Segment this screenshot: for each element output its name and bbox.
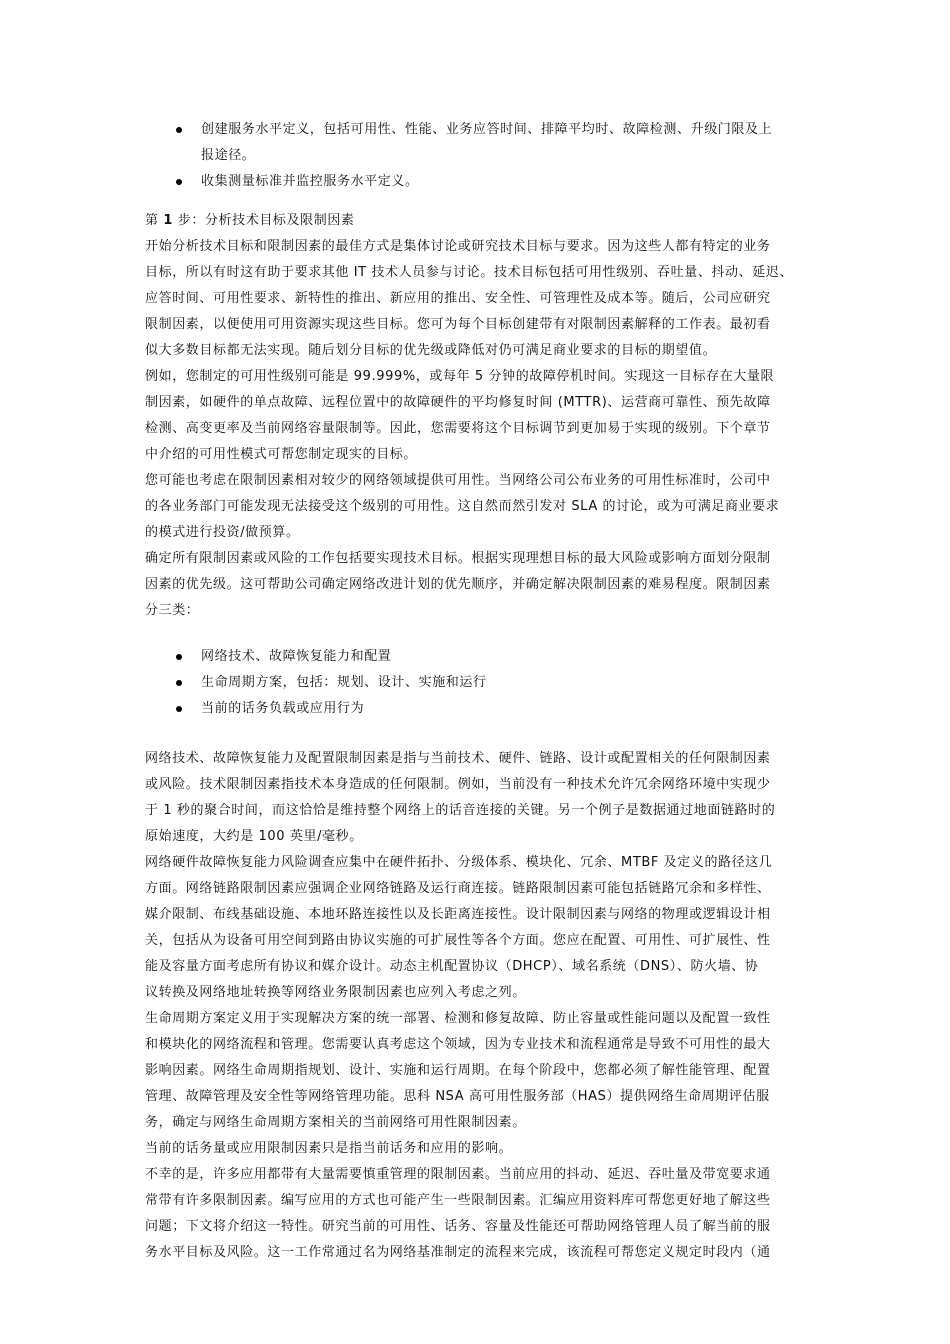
paragraph xyxy=(145,546,813,624)
text-line: 中介绍的可用性模式可帮您制定现实的目标。 xyxy=(145,447,418,462)
paragraph xyxy=(145,850,813,1006)
text-line: 创建服务水平定义，包括可用性、性能、业务应答时间、排障平均时、故障检测、升级门限及上 xyxy=(201,122,773,137)
paragraph xyxy=(145,468,813,546)
paragraph xyxy=(145,234,813,364)
text-line: 分三类： xyxy=(145,603,200,618)
bullet-dot-icon xyxy=(176,127,182,133)
bullet-item xyxy=(145,644,813,670)
paragraph xyxy=(145,746,813,850)
text-line: 当前的话务量或应用限制因素只是指当前话务和应用的影响。 xyxy=(145,1141,513,1156)
text-line: 管理、故障管理及安全性等网络管理功能。思科 NSA 高可用性服务部（HAS）提供网络生命周期评估服 xyxy=(145,1089,770,1104)
bullet-dot-icon xyxy=(176,706,182,712)
text-line: 检测、高变更率及当前网络容量限制等。因此，您需要将这个目标调节到更加易于实现的级别。下个章节 xyxy=(145,421,771,436)
bullet-dot-icon xyxy=(176,680,182,686)
step-heading-prefix: 第 xyxy=(145,213,164,228)
paragraph xyxy=(145,1006,813,1136)
text-line: 当前的话务负载或应用行为 xyxy=(201,701,365,716)
text-line: 报途径。 xyxy=(201,148,256,163)
step-number: 1 xyxy=(163,213,173,228)
text-line: 网络硬件故障恢复能力风险调查应集中在硬件拓扑、分级体系、模块化、冗余、MTBF 及定义的路径这几 xyxy=(145,855,773,870)
text-line: 议转换及网络地址转换等网络业务限制因素也应列入考虑之列。 xyxy=(145,985,526,1000)
text-line: 常带有许多限制因素。编写应用的方式也可能产生一些限制因素。汇编应用资料库可帮您更好地了解这些 xyxy=(145,1193,771,1208)
step-heading-suffix: 步：分析技术目标及限制因素 xyxy=(173,213,355,228)
text-line: 限制因素，以便使用可用资源实现这些目标。您可为每个目标创建带有对限制因素解释的工作表。最初看 xyxy=(145,317,771,332)
bullet-item xyxy=(145,696,813,722)
text-line: 因素的优先级。这可帮助公司确定网络改进计划的优先顺序，并确定解决限制因素的难易程度。限制因素 xyxy=(145,577,771,592)
text-line: 务，确定与网络生命周期方案相关的当前网络可用性限制因素。 xyxy=(145,1115,526,1130)
constraint-bullet-list xyxy=(145,644,813,722)
bullet-item xyxy=(145,117,813,169)
text-line: 开始分析技术目标和限制因素的最佳方式是集体讨论或研究技术目标与要求。因为这些人都有特定的业务 xyxy=(145,239,771,254)
text-line: 原始速度，大约是 100 英里/毫秒。 xyxy=(145,829,363,844)
paragraph xyxy=(145,364,813,468)
text-line: 方面。网络链路限制因素应强调企业网络链路及运行商连接。链路限制因素可能包括链路冗余和多样性、 xyxy=(145,881,771,896)
text-line: 例如，您制定的可用性级别可能是 99.999%，或每年 5 分钟的故障停机时间。实现这一目标存在大量限 xyxy=(145,369,775,384)
step-heading xyxy=(145,208,813,234)
text-line: 的模式进行投资/做预算。 xyxy=(145,525,300,540)
text-line: 网络技术、故障恢复能力及配置限制因素是指与当前技术、硬件、链路、设计或配置相关的任何限制因素 xyxy=(145,751,771,766)
text-line: 问题；下文将介绍这一特性。研究当前的可用性、话务、容量及性能还可帮助网络管理人员了解当前的服 xyxy=(145,1219,771,1234)
bullet-dot-icon xyxy=(176,179,182,185)
text-line: 或风险。技术限制因素指技术本身造成的任何限制。例如，当前没有一种技术允许冗余网络环境中实现少 xyxy=(145,777,771,792)
text-line: 目标，所以有时这有助于要求其他 IT 技术人员参与讨论。技术目标包括可用性级别、吞吐量、抖动、延迟、 xyxy=(145,265,794,280)
text-line: 媒介限制、布线基础设施、本地环路连接性以及长距离连接性。设计限制因素与网络的物理或逻辑设计相 xyxy=(145,907,771,922)
text-line: 和模块化的网络流程和管理。您需要认真考虑这个领域，因为专业技术和流程通常是导致不可用性的最大 xyxy=(145,1037,771,1052)
text-line: 制因素，如硬件的单点故障、远程位置中的故障硬件的平均修复时间 (MTTR)、运营商可靠性、预先故障 xyxy=(145,395,771,410)
paragraph xyxy=(145,1162,813,1266)
text-line: 务水平目标及风险。这一工作常通过名为网络基准制定的流程来完成，该流程可帮您定义规定时段内（通 xyxy=(145,1245,771,1260)
paragraph xyxy=(145,1136,813,1162)
text-line: 能及容量方面考虑所有协议和媒介设计。动态主机配置协议（DHCP）、域名系统（DNS）、防火墙、协 xyxy=(145,959,759,974)
text-line: 于 1 秒的聚合时间，而这恰恰是维持整个网络上的话音连接的关键。另一个例子是数据通过地面链路时的 xyxy=(145,803,776,818)
top-bullet-list xyxy=(145,117,813,195)
text-line: 生命周期方案定义用于实现解决方案的统一部署、检测和修复故障、防止容量或性能问题以及配置一致性 xyxy=(145,1011,771,1026)
text-line: 不幸的是，许多应用都带有大量需要慎重管理的限制因素。当前应用的抖动、延迟、吞吐量及带宽要求通 xyxy=(145,1167,771,1182)
text-line: 影响因素。网络生命周期指规划、设计、实施和运行周期。在每个阶段中，您都必须了解性能管理、配置 xyxy=(145,1063,771,1078)
text-line: 关，包括从为设备可用空间到路由协议实施的可扩展性等各个方面。您应在配置、可用性、可扩展性、性 xyxy=(145,933,771,948)
text-line: 的各业务部门可能发现无法接受这个级别的可用性。这自然而然引发对 SLA 的讨论，或为可满足商业要求 xyxy=(145,499,780,514)
text-line: 确定所有限制因素或风险的工作包括要实现技术目标。根据实现理想目标的最大风险或影响方面划分限制 xyxy=(145,551,771,566)
text-line: 收集测量标准并监控服务水平定义。 xyxy=(201,174,419,189)
bullet-item xyxy=(145,169,813,195)
text-line: 网络技术、故障恢复能力和配置 xyxy=(201,649,392,664)
text-line: 似大多数目标都无法实现。随后划分目标的优先级或降低对仍可满足商业要求的目标的期望值。 xyxy=(145,343,717,358)
document-page xyxy=(145,117,813,1266)
text-line: 生命周期方案，包括：规划、设计、实施和运行 xyxy=(201,675,487,690)
text-line: 您可能也考虑在限制因素相对较少的网络领域提供可用性。当网络公司公布业务的可用性标准时，公司中 xyxy=(145,473,771,488)
text-line: 应答时间、可用性要求、新特性的推出、新应用的推出、安全性、可管理性及成本等。随后，公司应研究 xyxy=(145,291,771,306)
bullet-item xyxy=(145,670,813,696)
bullet-dot-icon xyxy=(176,654,182,660)
